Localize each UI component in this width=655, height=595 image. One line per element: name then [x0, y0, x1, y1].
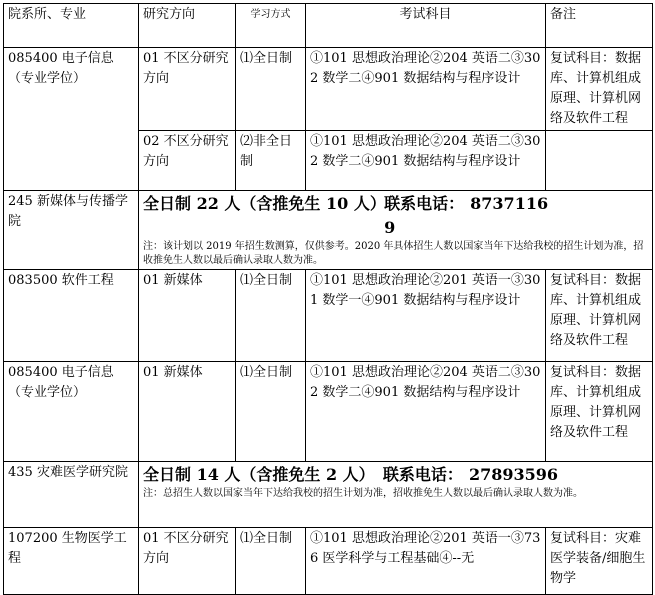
research-direction: 01 不区分研究方向 [139, 48, 236, 131]
contact-phone [384, 192, 558, 240]
school-row [4, 191, 653, 270]
study-mode: ⑴全日制 [236, 48, 306, 131]
research-direction: 01 不区分研究方向 [139, 528, 236, 595]
research-direction: 01 新媒体 [139, 362, 236, 462]
header-dept: 院系所、专业 [4, 4, 139, 48]
remarks: 复试科目：灾难医学装备/细胞生物学 [546, 528, 653, 595]
phone-number: 87371169 [384, 194, 549, 237]
remarks: 复试科目：数据库、计算机组成原理、计算机网络及软件工程 [546, 48, 653, 131]
remarks: 复试科目：数据库、计算机组成原理、计算机网络及软件工程 [546, 270, 653, 362]
exam-subjects: ①101 思想政治理论②204 英语二③302 数学二④901 数据结构与程序设计 [306, 48, 546, 131]
phone-number: 27893596 [468, 465, 558, 484]
enrollment-quota: 全日制 14 人（含推免生 2 人） [143, 465, 375, 484]
exam-subjects: ①101 思想政治理论②201 英语一③301 数学一④901 数据结构与程序设计 [306, 270, 546, 362]
contact-phone [383, 463, 558, 487]
study-mode: ⑵非全日制 [236, 131, 306, 191]
remarks-empty [546, 131, 653, 191]
header-subjects: 考试科目 [306, 4, 546, 48]
major-name: 085400 电子信息（专业学位） [4, 362, 139, 462]
admission-table [3, 3, 653, 595]
exam-subjects: ①101 思想政治理论②204 英语二③302 数学二④901 数据结构与程序设计 [306, 131, 546, 191]
phone-label: 联系电话： [382, 465, 463, 484]
school-name: 435 灾难医学研究院 [4, 462, 139, 528]
table-row [4, 270, 653, 362]
major-name: 085400 电子信息（专业学位） [4, 48, 139, 191]
header-row [4, 4, 653, 48]
major-name: 107200 生物医学工程 [4, 528, 139, 595]
enrollment-note: 注：该计划以 2019 年招生数测算，仅供参考。2020 年具体招生人数以国家当年下达给我校的招生计划为准，招收推免生人数以最后确认录取人数为准。 [143, 241, 644, 266]
phone-label: 联系电话： [384, 194, 465, 213]
enrollment-line [143, 192, 648, 240]
school-row [4, 462, 653, 528]
table-row [4, 528, 653, 595]
remarks: 复试科目：数据库、计算机组成原理、计算机网络及软件工程 [546, 362, 653, 462]
exam-subjects: ①101 思想政治理论②204 英语二③302 数学二④901 数据结构与程序设计 [306, 362, 546, 462]
table-row [4, 362, 653, 462]
study-mode: ⑴全日制 [236, 362, 306, 462]
exam-subjects: ①101 思想政治理论②201 英语一③736 医学科学与工程基础④--无 [306, 528, 546, 595]
header-method: 学习方式 [236, 4, 306, 48]
research-direction: 02 不区分研究方向 [139, 131, 236, 191]
enrollment-note: 注：总招生人数以国家当年下达给我校的招生计划为准，招收推免生人数以最后确认录取人数为准。 [143, 488, 583, 499]
enrollment-quota: 全日制 22 人（含推免生 10 人） [143, 194, 386, 213]
school-summary [139, 462, 653, 528]
research-direction: 01 新媒体 [139, 270, 236, 362]
school-name: 245 新媒体与传播学院 [4, 191, 139, 270]
enrollment-line [143, 463, 648, 487]
header-remarks: 备注 [546, 4, 653, 48]
study-mode: ⑴全日制 [236, 270, 306, 362]
table-row [4, 48, 653, 131]
header-direction: 研究方向 [139, 4, 236, 48]
school-summary [139, 191, 653, 270]
major-name: 083500 软件工程 [4, 270, 139, 362]
study-mode: ⑴全日制 [236, 528, 306, 595]
